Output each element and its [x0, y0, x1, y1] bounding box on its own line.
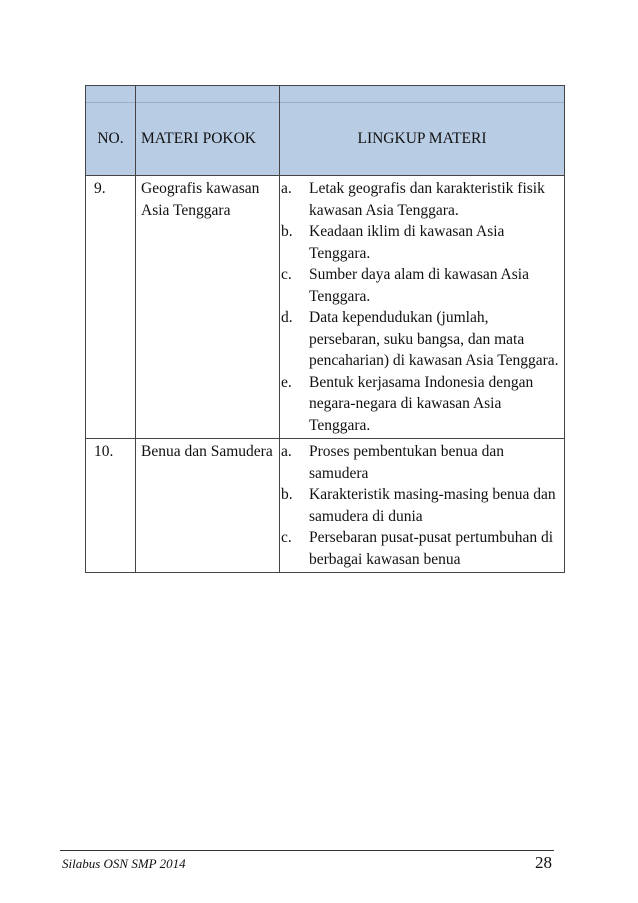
- row-number: 9.: [86, 176, 136, 439]
- scope-text: Persebaran pusat-pusat pertumbuhan di berbagai kawasan benua: [309, 529, 554, 568]
- scope-text: Bentuk kerjasama Indonesia dengan negara-negara di kawasan Asia Tenggara.: [309, 373, 534, 434]
- scope-text: Proses pembentukan benua dan samudera: [309, 443, 504, 482]
- scope-item: [280, 527, 562, 570]
- scope-text: Karakteristik masing-masing benua dan samudera di dunia: [309, 486, 556, 525]
- scope-item: [280, 264, 562, 307]
- scope-item: [280, 307, 562, 372]
- scope-item: [280, 178, 562, 221]
- scope-letter: d.: [281, 309, 293, 326]
- syllabus-table: [85, 85, 565, 573]
- scope-letter: e.: [281, 373, 292, 391]
- header-no: [86, 86, 136, 176]
- scope-item: [280, 372, 562, 437]
- row-lingkup-materi: [280, 439, 565, 573]
- table-body: [86, 176, 565, 573]
- scope-list: [280, 441, 562, 570]
- table-header: [86, 86, 565, 176]
- header-materi-pokok: [136, 86, 280, 176]
- scope-letter: c.: [281, 529, 292, 546]
- scope-letter: a.: [281, 180, 292, 197]
- table-row: [86, 439, 565, 573]
- scope-item: [280, 484, 562, 527]
- scope-letter: b.: [281, 486, 293, 503]
- scope-letter: b.: [281, 223, 293, 240]
- row-materi-pokok: Benua dan Samudera: [136, 439, 280, 573]
- scope-text: Sumber daya alam di kawasan Asia Tenggara.: [309, 266, 529, 305]
- header-row: [86, 86, 565, 176]
- header-lingkup-materi: [280, 86, 565, 176]
- scope-letter: a.: [281, 443, 292, 460]
- scope-item: [280, 441, 562, 484]
- scope-item: [280, 221, 562, 264]
- row-number: 10.: [86, 439, 136, 573]
- scope-text: Letak geografis dan karakteristik fisik kawasan Asia Tenggara.: [309, 180, 545, 219]
- row-lingkup-materi: [280, 176, 565, 439]
- scope-letter: c.: [281, 266, 292, 283]
- footer-divider: [60, 850, 554, 851]
- scope-list: [280, 178, 562, 436]
- header-lingkup-label: LINGKUP MATERI: [357, 130, 487, 148]
- header-materi-label: MATERI POKOK: [141, 130, 256, 148]
- row-materi-pokok: Geografis kawasan Asia Tenggara: [136, 176, 280, 439]
- table-row: [86, 176, 565, 439]
- scope-text: Data kependudukan (jumlah, persebaran, suku bangsa, dan mata pencaharian) di kawasan Asia Tenggara.: [309, 309, 559, 369]
- scope-text: Keadaan iklim di kawasan Asia Tenggara.: [309, 223, 505, 262]
- page-number: 28: [535, 853, 552, 872]
- footer-title: Silabus OSN SMP 2014: [62, 856, 186, 871]
- header-no-label: NO.: [97, 130, 124, 148]
